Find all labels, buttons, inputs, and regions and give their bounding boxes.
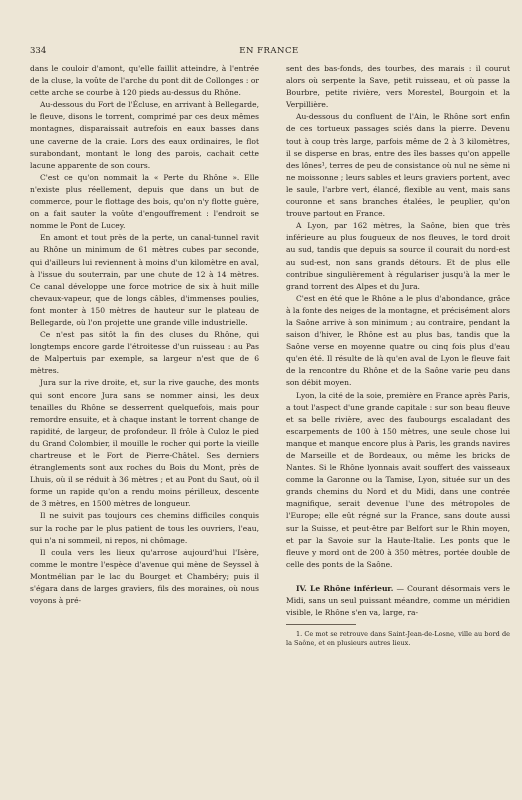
- footnote-rule: [286, 624, 356, 625]
- paragraph: A Lyon, par 162 mètres, la Saône, bien que très inférieure au plus fougueux de nos fleuves, le tord droit au sud, tandis que depuis sa source il courait du nord-est au sud-est, non sans grands détours. Et de plus elle contribue singulièrement à régulariser jusqu'à la mer le grand torrent des Alpes et du Jura.: [286, 221, 510, 291]
- paragraph: C'est ce qu'on nommait la « Perte du Rhône ». Elle n'existe plus réellement, depuis que dans un but de commerce, pour le flottage des bois, qu'on n'y flotte guère, on a fait sauter la voûte d'engouffrement : l'endroit se nomme le Pont de Lucey.: [30, 172, 259, 231]
- section-heading: IV. Le Rhône inférieur.: [296, 583, 394, 593]
- paragraph: dans le couloir d'amont, qu'elle faillit atteindre, à l'entrée de la cluse, la voûte de l'arche du pont dit de Collonges : or cette arche se courbe à 120 pieds au-dessus du Rhône.: [30, 64, 259, 98]
- page-header: [30, 46, 508, 58]
- paragraph: C'est en été que le Rhône a le plus d'abondance, grâce à la fonte des neiges de la montagne, et précisément alors la Saône arrive à son minimum ; au contraire, pendant la saison d'hiver, le Rhône est au plus bas, tandis que la Saône verse en moyenne quatre ou cinq fois plus d'eau qu'en été. Il résulte de là qu'en aval de Lyon le fleuve fait de la rencontre du Rhône et de la Saône varie peu dans son débit moyen.: [286, 293, 510, 388]
- paragraph: Ce n'est pas sitôt la fin des cluses du Rhône, qui longtemps encore garde l'étroitesse d'un ruisseau : au Pas de Malpertuis par exemple, sa largeur n'est que de 6 mètres.: [30, 330, 259, 376]
- paragraph: Il coula vers les lieux qu'arrose aujourd'hui l'Isère, comme le montre l'espèce d'avenue qui mène de Seyssel à Montmélian par le lac du Bourget et Chambéry; puis il s'égara dans de larges graviers, fils des moraines, où nous voyons à pré-: [30, 547, 259, 606]
- paragraph: Jura sur la rive droite, et, sur la rive gauche, des monts qui sont encore Jura sans se nommer ainsi, les deux tenailles du Rhône se desserrent quelquefois, mais pour remordre ensuite, et à chaque instant le torrent change de rapidité, de largeur, de profondeur. Il frôle à Culoz le pied du Grand Colombier, il mouille le rocher qui porte la vieille chartreuse et le Fort de Pierre-Châtel. Ses derniers étranglements sont aux roches du Bois du Mont, près de Lhuis, où il se réduit à 36 mètres ; et au Pont du Saut, où il forme un rapide qu'on a rendu moins périlleux, descente de 3 mètres, en 1500 mètres de longueur.: [30, 378, 259, 509]
- section-paragraph: [286, 583, 510, 619]
- left-column: [30, 63, 259, 607]
- running-title: EN FRANCE: [239, 46, 299, 56]
- section-text: — Courant désormais vers le Midi, sans un seul puissant méandre, comme un méridien visible, le Rhône s'en va, large, ra-: [286, 583, 510, 618]
- page-number: 334: [30, 46, 47, 56]
- paragraph: En amont et tout près de la perte, un canal-tunnel ravit au Rhône un minimum de 61 mètres cubes par seconde, qui d'ailleurs lui reviennent à moins d'un kilomètre en aval, à l'issue du souterrain, par une chute de 12 à 14 mètres. Ce canal développe une force motrice de six à huit mille chevaux-vapeur, que de longs câbles, d'immenses poulies, font monter à 150 mètres de hauteur sur le plateau de Bellegarde, où l'on projette une grande ville industrielle.: [30, 233, 259, 327]
- paragraph: Au-dessous du Fort de l'Écluse, en arrivant à Bellegarde, le fleuve, disons le torrent, comprimé par ces deux mêmes montagnes, disparaissait autrefois en eaux basses dans une caverne de la craie. Lors des eaux ordinaires, le flot surabondant, montant le long des parois, cachait cette lacune apparente de son cours.: [30, 100, 259, 170]
- right-column: [286, 63, 510, 648]
- paragraph: Au-dessous du confluent de l'Ain, le Rhône sort enfin de ces tortueux passages sciés dans la pierre. Devenu tout à coup très large, parfois même de 2 à 3 kilomètres, il se disperse en bras, entre des îles basses qu'on appelle des lônes¹, terres de peu de consistance où nul ne sème ni ne moissonne ; leurs sables et leurs graviers portent, avec le saule, l'arbre vert, élancé, flexible au vent, mais sans couronne et sans branches étalées, le peuplier, qu'on trouve partout en France.: [286, 112, 510, 219]
- paragraph: Il ne suivit pas toujours ces chemins difficiles conquis sur la roche par le plus patient de tous les ouvriers, l'eau, qui n'a ni sommeil, ni repos, ni chômage.: [30, 511, 259, 545]
- paragraph: sent des bas-fonds, des tourbes, des marais : il courut alors où serpente la Save, petit ruisseau, et où passe la Bourbre, petite rivière, vers Morestel, Bourgoin et la Verpillière.: [286, 64, 510, 110]
- footnote: 1. Ce mot se retrouve dans Saint-Jean-de-Losne, ville au bord de la Saône, et en plusieurs autres lieux.: [286, 630, 510, 648]
- paragraph: Lyon, la cité de la soie, première en France après Paris, a tout l'aspect d'une grande capitale : sur son beau fleuve et sa belle rivière, avec des faubourgs escaladant des escarpements de 100 à 150 mètres, une seule chose lui manque et manque encore plus à Paris, les grands navires de Marseille et de Bordeaux, ou même les bricks de Nantes. Si le Rhône lyonnais avait souffert des vaisseaux comme la Garonne ou la Tamise, Lyon, située sur un des grands chemins du Nord et du Midi, dans une contrée magnifique, serait devenue l'une des métropoles de l'Europe; elle eût régné sur la France, sans doute aussi sur la Suisse, et peut-être par Belfort sur le Rhin moyen, et par la Savoie sur la Haute-Italie. Les ponts que le fleuve y mord ont de 200 à 350 mètres, portée double de celle des ponts de la Saône.: [286, 390, 510, 569]
